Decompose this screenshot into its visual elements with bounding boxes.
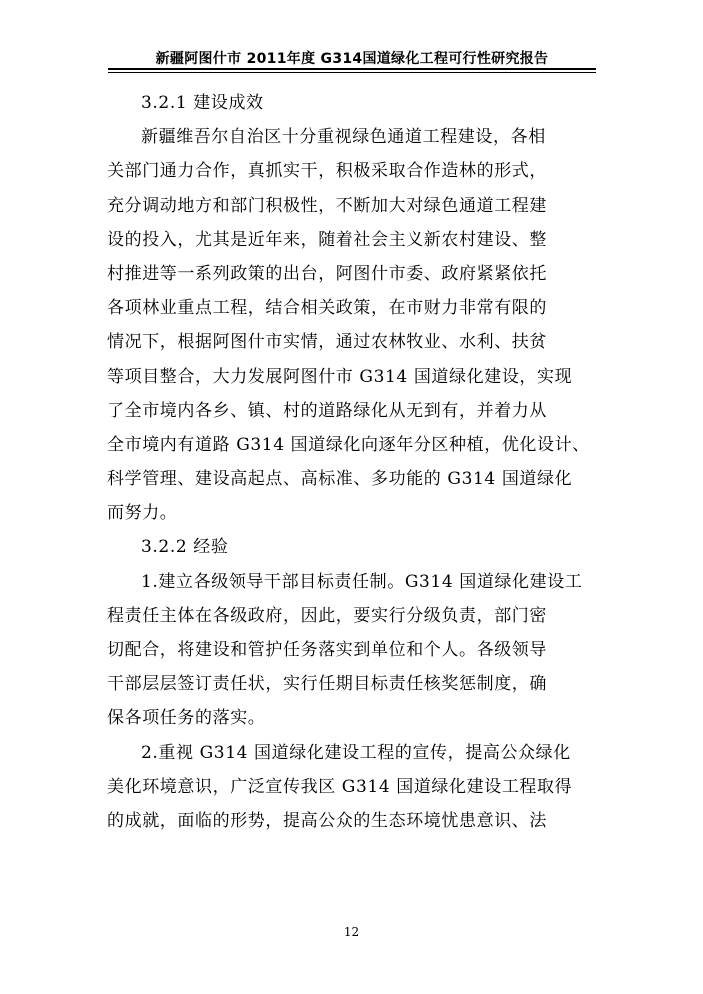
text-line: 了全市境内各乡、镇、村的道路绿化从无到有，并着力从 [107,400,547,421]
text-line: 充分调动地方和部门积极性，不断加大对绿色通道工程建 [107,195,547,216]
text-line: 切配合，将建设和管护任务落实到单位和个人。各级领导 [107,640,547,660]
text-line: 全市境内有道路 G314 国道绿化向逐年分区种植，优化设计、 [107,434,590,455]
text-line: 关部门通力合作，真抓实干，积极采取合作造林的形式， [107,161,547,182]
text-line: 新疆维吾尔自治区十分重视绿色通道工程建设，各相 [141,127,546,148]
page-number: 12 [343,925,360,939]
text-line: 2.重视 G314 国道绿化建设工程的宣传，提高公众绿化 [141,742,571,763]
text-line: 设的投入，尤其是近年来，随着社会主义新农村建设、整 [107,229,547,250]
header-rule-thin [108,72,596,73]
text-line: 而努力。 [107,503,178,524]
section-heading-3-2-1: 3.2.1 建设成效 [141,93,264,113]
text-line: 情况下，根据阿图什市实情，通过农林牧业、水利、扶贫 [107,332,547,353]
text-line: 各项林业重点工程，结合相关政策，在市财力非常有限的 [107,298,547,319]
header-rule-thick [108,68,596,70]
text-line: 等项目整合，大力发展阿图什市 G314 国道绿化建设，实现 [107,366,573,387]
text-line: 保各项任务的落实。 [107,708,266,729]
text-line: 科学管理、建设高起点、高标准、多功能的 G314 国道绿化 [107,469,573,490]
text-line: 的成就，面临的形势，提高公众的生态环境忧患意识、法 [107,810,547,831]
text-line: 美化环境意识，广泛宣传我区 G314 国道绿化建设工程取得 [107,776,573,797]
body-text [107,86,603,838]
section-heading-3-2-2: 3.2.2 经验 [141,537,229,558]
text-line: 1.建立各级领导干部目标责任制。G314 国道绿化建设工 [141,571,583,592]
text-line: 村推进等一系列政策的出台，阿图什市委、政府紧紧依托 [107,263,547,284]
text-line: 干部层层签订责任状，实行任期目标责任核奖惩制度，确 [107,674,547,695]
text-line: 程责任主体在各级政府，因此，要实行分级负责，部门密 [107,605,547,626]
running-header: 新疆阿图什市 2011年度 G314国道绿化工程可行性研究报告 [155,51,549,67]
